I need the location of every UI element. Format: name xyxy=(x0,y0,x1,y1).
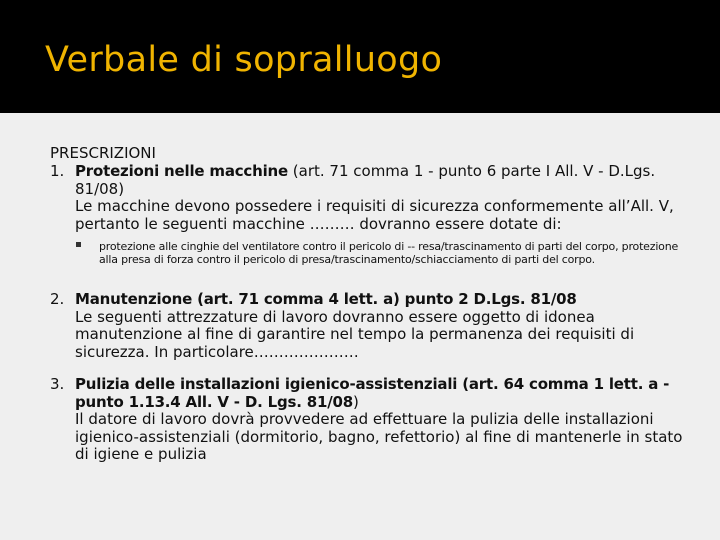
sub-bullet-item xyxy=(75,240,690,266)
list-item xyxy=(50,163,690,266)
sub-bullet-list xyxy=(75,240,690,266)
slide-title: Verbale di sopralluogo xyxy=(45,40,443,80)
item-title xyxy=(75,163,690,198)
item-text: Il datore di lavoro dovrà provvedere ad effettuare la pulizia delle installazioni igienico-assistenziali (dormitorio, bagno, refettorio) al fine di mantenerle in stato di igiene e pulizia xyxy=(75,410,683,463)
item-body xyxy=(75,376,690,464)
item-body xyxy=(75,291,690,361)
item-body xyxy=(75,163,690,266)
list-item xyxy=(50,376,690,464)
item-reference: (art. 71 comma 1 - punto 6 parte I All. V - D.Lgs. 81/08) xyxy=(75,162,656,198)
item-number: 2. xyxy=(50,290,65,308)
item-title-text: Protezioni nelle macchine xyxy=(75,162,288,180)
list-item xyxy=(50,291,690,361)
item-number: 3. xyxy=(50,375,65,393)
item-title-suffix: ) xyxy=(353,392,359,411)
slide-header xyxy=(0,0,720,113)
section-heading: PRESCRIZIONI xyxy=(50,144,156,162)
item-title xyxy=(75,376,690,411)
item-text: Le seguenti attrezzature di lavoro dovranno essere oggetto di idonea manutenzione al fine di garantire nel tempo la permanenza dei requisiti di sicurezza. In particolare………………… xyxy=(75,307,635,361)
item-title: Manutenzione (art. 71 comma 4 lett. a) punto 2 D.Lgs. 81/08 xyxy=(75,290,577,308)
item-text: Le macchine devono possedere i requisiti di sicurezza conformemente all’All. V, pertanto le seguenti macchine ……… dovranno essere dotate di: xyxy=(75,197,674,233)
sub-bullet-text: protezione alle cinghie del ventilatore contro il pericolo di -- resa/trascinamento di parti del corpo, protezione alla presa di forza contro il pericolo di presa/trascinamento/schiacciamento di parti del corpo. xyxy=(99,240,679,266)
item-number: 1. xyxy=(50,162,65,180)
item-title-text: Pulizia delle installazioni igienico-assistenziali (art. 64 comma 1 lett. a - punto 1.13.4 All. V - D. Lgs. 81/08 xyxy=(75,375,670,411)
slide-content xyxy=(0,113,720,540)
square-bullet-icon xyxy=(76,242,81,247)
